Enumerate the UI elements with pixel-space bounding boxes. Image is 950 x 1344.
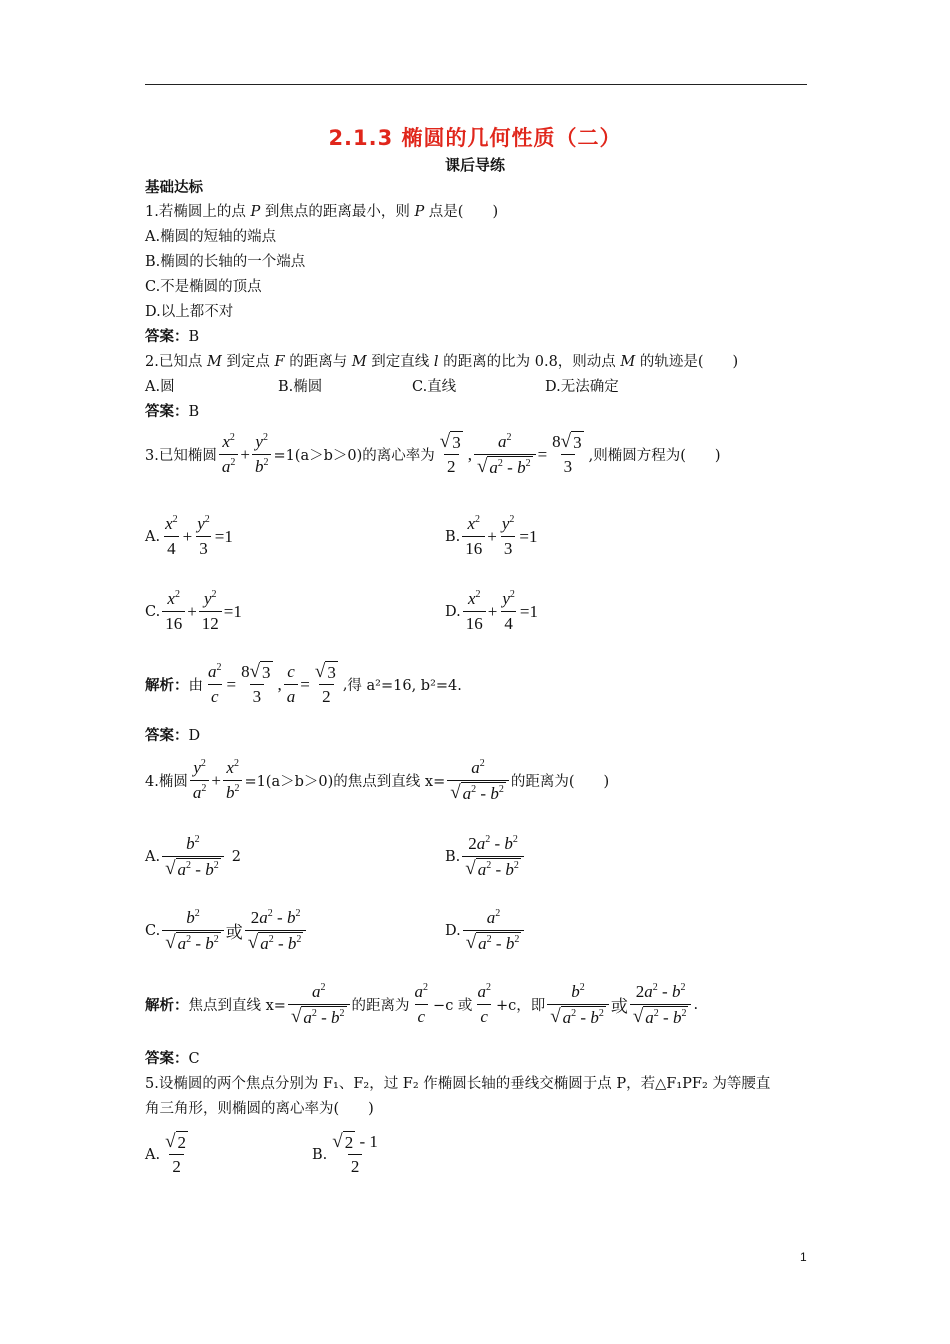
page-number: 1: [800, 1250, 807, 1264]
q2-stem: 2.已知点 M 到定点 F 的距离与 M 到定直线 l 的距离的比为 0.8，则动点 M 的轨迹是( ): [145, 354, 739, 370]
q3-option-c: C. $\frac{x^2}{16}$ + $\frac{y^2}{12}$ =1: [145, 587, 242, 636]
page-title: 2.1.3 椭圆的几何性质（二）: [328, 126, 622, 150]
q1-option-c: C.不是椭圆的顶点: [145, 279, 262, 295]
q3-option-d: D. $\frac{x^2}{16}$ + $\frac{y^2}{4}$ =1: [445, 587, 538, 636]
q3-answer: 答案：D: [145, 728, 201, 744]
q1-option-a: A.椭圆的短轴的端点: [145, 229, 277, 245]
q4-stem: 4.椭圆 $\frac{y^2}{a^2}$ + $\frac{x^2}{b^2}$ =1(a＞b＞0)的焦点到直线 x= $a^2$ √ $a^2 - b^2$ 的距离为( ): [145, 758, 610, 803]
q2-option-d: D.无法确定: [545, 379, 619, 395]
q2-answer: 答案：B: [145, 404, 200, 420]
page-subtitle: 课后导练: [444, 156, 505, 174]
q5-option-b: B. √ 2 - 1 2: [312, 1130, 383, 1179]
q1-option-b: B.椭圆的长轴的一个端点: [145, 254, 306, 270]
section-heading: 基础达标: [145, 180, 203, 196]
q4-option-d: D. $a^2$ √ $a^2 - b^2$: [445, 906, 526, 955]
q3-option-a: A. $\frac{x^2}{4}$ + $\frac{y^2}{3}$ =1: [145, 512, 233, 561]
q4-option-b: B. $2a^2 - b^2$ √ $a^2 - b^2$: [445, 832, 526, 881]
q3-analysis: 解析： 由 $\frac{a^2}{c}$ = 8 √ 3 3 , $\frac{c}{a}$ = √ 3 2 , 得 a²=16, b²=4.: [145, 660, 462, 709]
q1-option-d: D.以上都不对: [145, 304, 234, 320]
q2-option-b: B.椭圆: [278, 379, 323, 395]
header-rule: [145, 84, 807, 85]
q4-analysis: 解析： 焦点到直线 x= $a^2$ √ $a^2 - b^2$ 的距离为 $\frac{a^2}{c}$ −c 或 $\frac{a^2}{c}$ +c，即 $b^2$ √ $a^2 - b^2$ 或 $2a^2 - b^2$ √ $a^2 - b^2$ .: [145, 982, 699, 1027]
q5-stem-line2: 角三角形，则椭圆的离心率为( ): [145, 1101, 374, 1117]
q3-option-b: B. $\frac{x^2}{16}$ + $\frac{y^2}{3}$ =1: [445, 512, 538, 561]
q5-stem-line1: 5.设椭圆的两个焦点分别为 F₁、F₂，过 F₂ 作椭圆长轴的垂线交椭圆于点 P，若△F₁PF₂ 为等腰直: [145, 1076, 771, 1092]
q3-stem: 3.已知椭圆 $\frac{x^2}{a^2}$ + $\frac{y^2}{b^2}$ =1(a＞b＞0)的离心率为 √ 3 2 , $a^2$ √ $a^2 - b^2$ = 8 √ 3 3 ,则椭圆方程为( ): [145, 431, 721, 477]
q4-answer: 答案：C: [145, 1051, 200, 1067]
q1-answer: 答案：B: [145, 329, 200, 345]
q2-option-a: A.圆: [145, 379, 175, 395]
q5-option-a: A. √ 2 2: [145, 1130, 193, 1179]
q1-stem: 1.若椭圆上的点 P 到焦点的距离最小，则 P 点是( ): [145, 204, 499, 220]
q4-option-a: A. $b^2$ √ $a^2 - b^2$ 2: [145, 834, 241, 879]
q2-option-c: C.直线: [412, 379, 457, 395]
q4-option-c: C. $b^2$ √ $a^2 - b^2$ 或 $2a^2 - b^2$ √ $a^2 - b^2$: [145, 906, 308, 955]
